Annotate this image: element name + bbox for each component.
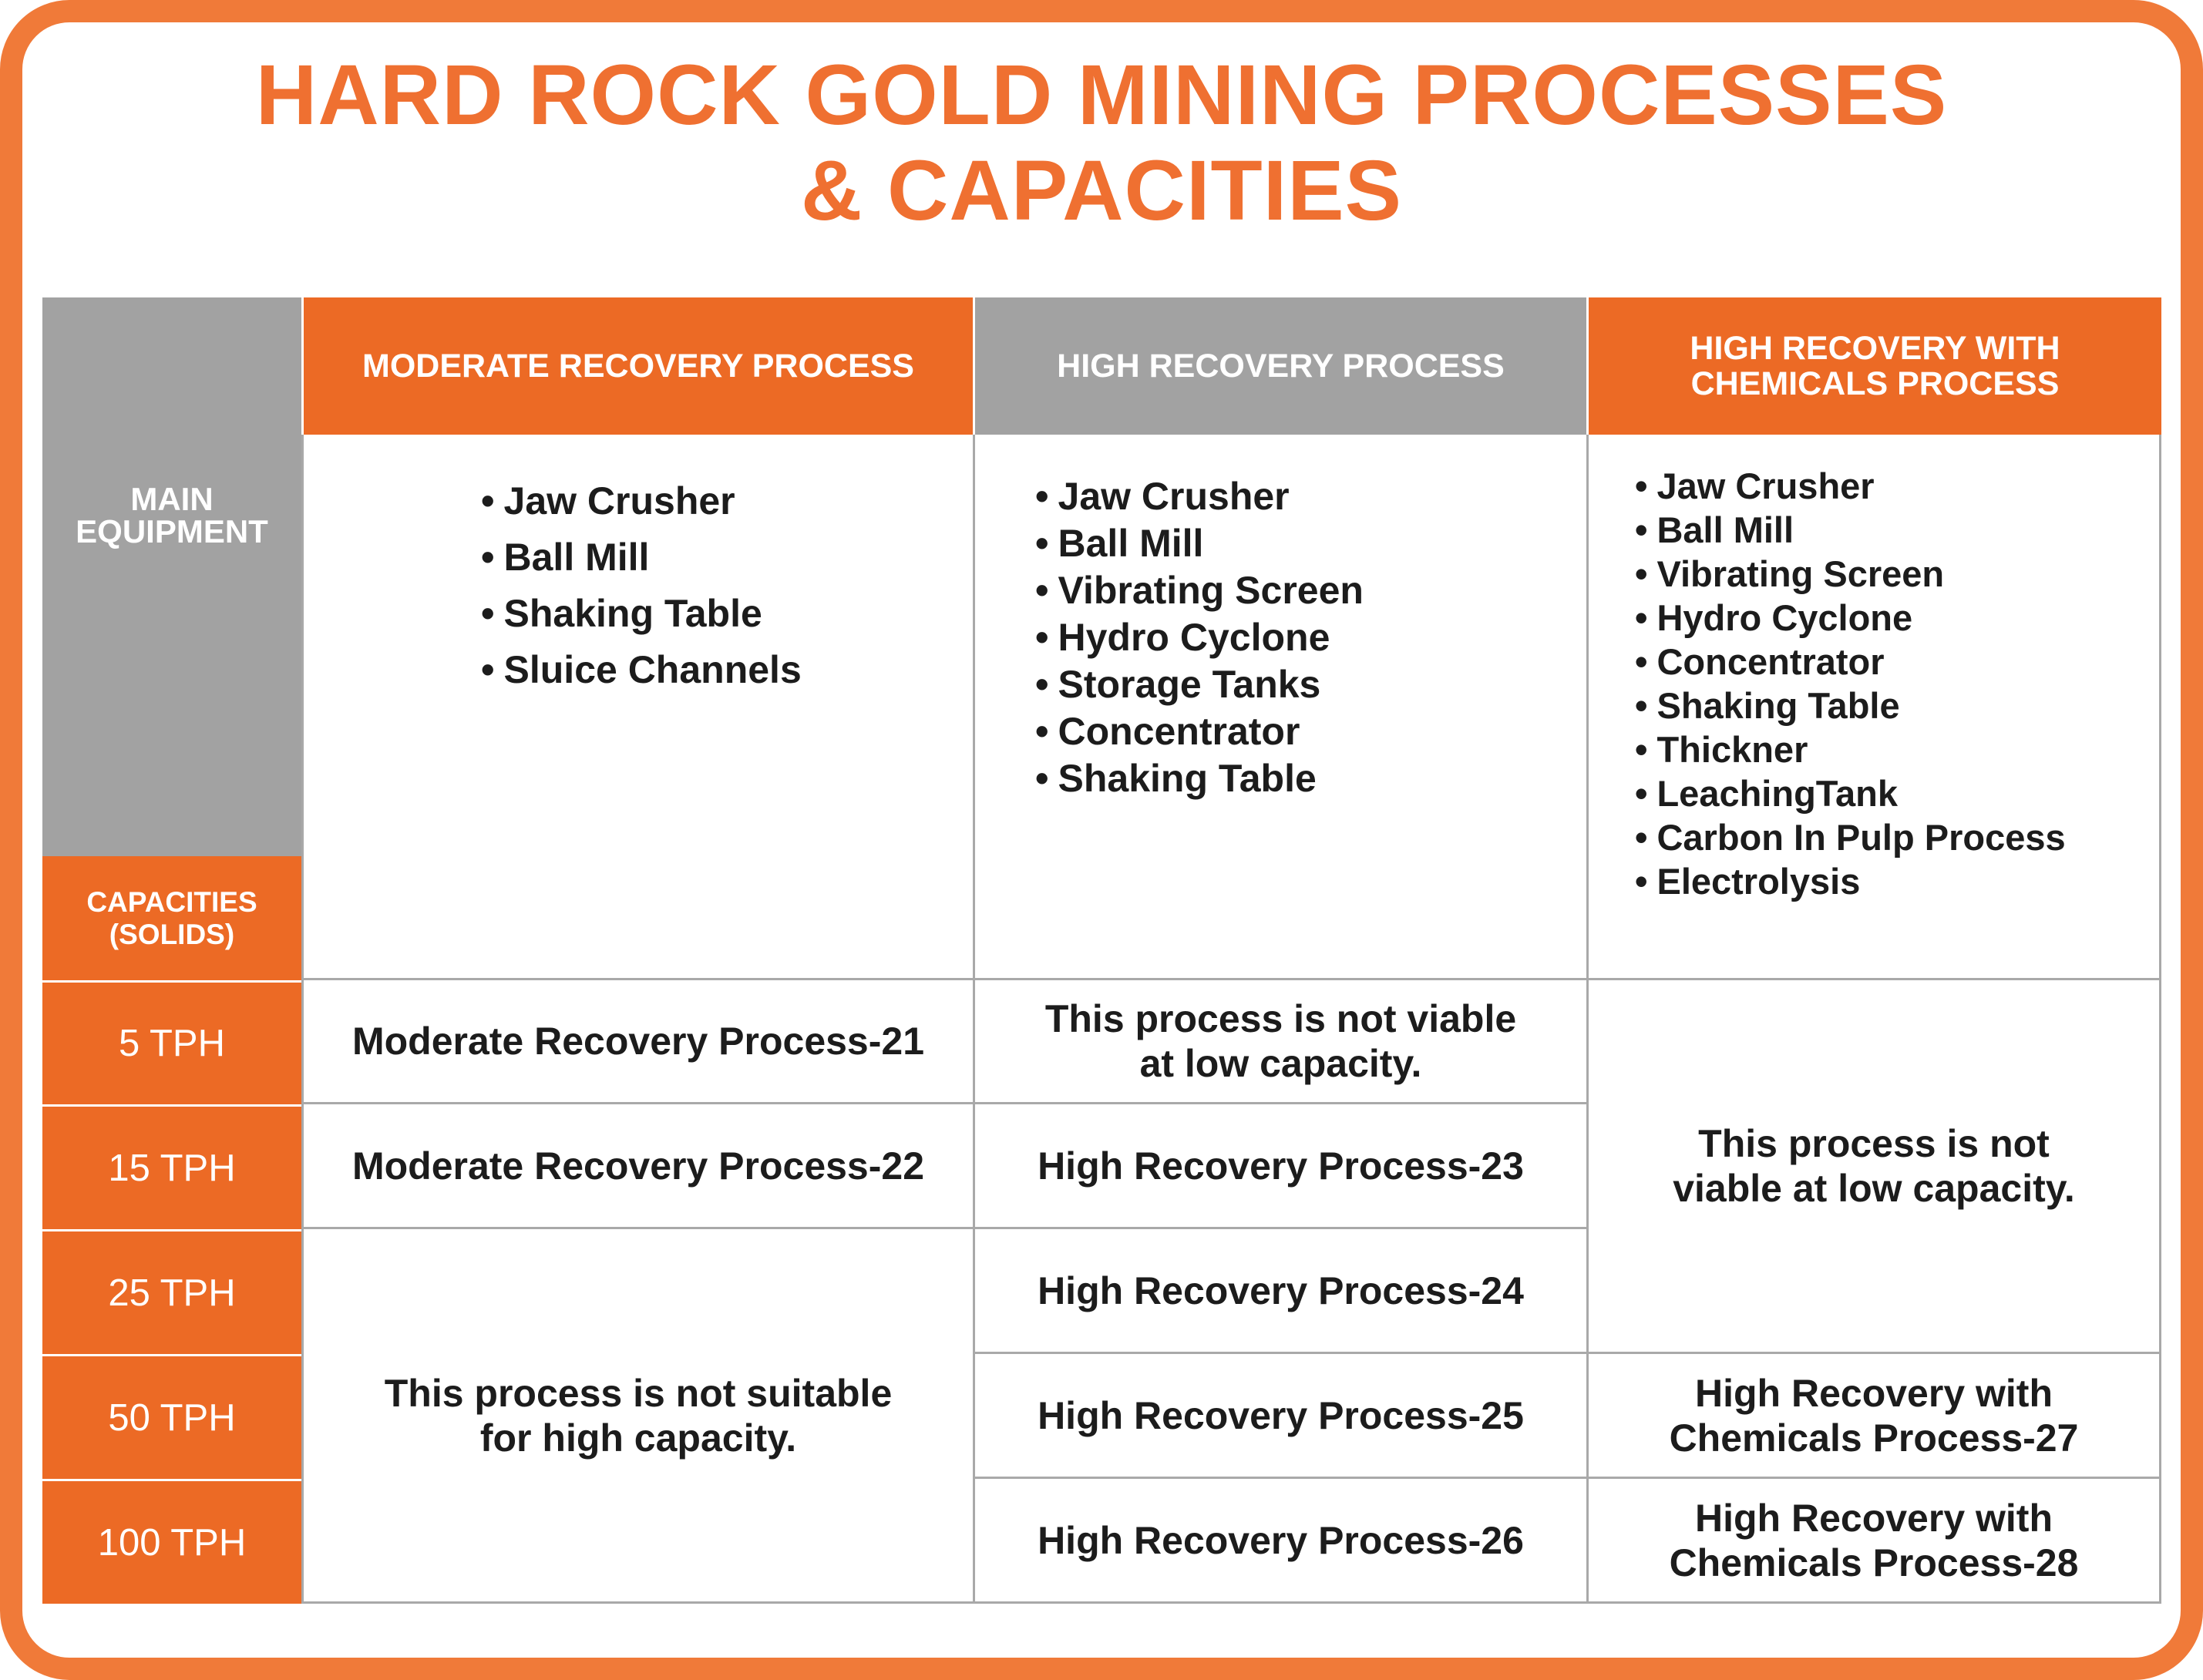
list-item: • Shaking Table xyxy=(1635,684,2066,727)
chemicals-low-capacity-note xyxy=(1586,980,2161,1354)
capacity-label: 5 TPH xyxy=(119,1023,225,1064)
capacity-15-tph xyxy=(42,1104,301,1229)
capacity-label: 15 TPH xyxy=(108,1147,236,1189)
list-item: • Ball Mill xyxy=(1635,508,2066,552)
list-item: • Ball Mill xyxy=(1035,520,1364,567)
note-line-2: for high capacity. xyxy=(479,1416,797,1460)
note-line-1: This process is not suitable xyxy=(384,1371,893,1415)
header-moderate-text: MODERATE RECOVERY PROCESS xyxy=(362,348,914,385)
list-item: • Sluice Channels xyxy=(481,642,802,698)
list-item: • Shaking Table xyxy=(1035,755,1364,802)
equipment-list-chemicals xyxy=(1635,464,2066,903)
process-line-2: Chemicals Process-27 xyxy=(1669,1416,2079,1460)
header-high-recovery xyxy=(973,297,1586,435)
list-item: • Ball Mill xyxy=(481,529,802,586)
list-item: • Concentrator xyxy=(1035,708,1364,755)
process-line-1: High Recovery with xyxy=(1695,1371,2053,1415)
process-line-1: High Recovery with xyxy=(1695,1496,2053,1540)
header-chem-line-1: HIGH RECOVERY WITH xyxy=(1690,330,2060,367)
header-high-recovery-chemicals xyxy=(1586,297,2161,435)
title-line-2: & CAPACITIES xyxy=(800,143,1402,238)
chemicals-50-tph xyxy=(1586,1354,2161,1479)
high-5-tph-note xyxy=(973,980,1586,1104)
equipment-high xyxy=(973,435,1586,980)
capacity-label: 25 TPH xyxy=(108,1272,236,1314)
header-high-text: HIGH RECOVERY PROCESS xyxy=(1057,348,1505,385)
header-chem-line-2: CHEMICALS PROCESS xyxy=(1690,365,2060,402)
high-50-tph xyxy=(973,1354,1586,1479)
capacity-label: 50 TPH xyxy=(108,1396,236,1439)
high-25-tph xyxy=(973,1229,1586,1354)
chemicals-100-tph xyxy=(1586,1479,2161,1604)
capacity-label: 100 TPH xyxy=(97,1521,247,1564)
moderate-high-capacity-note xyxy=(301,1229,973,1604)
main-equipment-label xyxy=(42,297,301,856)
list-item: • LeachingTank xyxy=(1635,771,2066,815)
capacities-text: CAPACITIES xyxy=(86,885,257,918)
note-line-1: This process is not viable xyxy=(1044,997,1517,1040)
capacities-subtext: (SOLIDS) xyxy=(109,918,235,950)
process-label: High Recovery Process-23 xyxy=(1038,1144,1524,1188)
high-100-tph xyxy=(973,1479,1586,1604)
capacity-100-tph xyxy=(42,1479,301,1604)
header-moderate-recovery xyxy=(301,297,973,435)
capacities-label xyxy=(42,856,301,980)
list-item: • Electrolysis xyxy=(1635,859,2066,903)
note-line-1: This process is not xyxy=(1698,1122,2050,1165)
equipment-list-moderate xyxy=(481,473,802,698)
title-line-1: HARD ROCK GOLD MINING PROCESSES xyxy=(255,48,1948,143)
equipment-chemicals xyxy=(1586,435,2161,980)
list-item: • Storage Tanks xyxy=(1035,661,1364,708)
list-item: • Thickner xyxy=(1635,727,2066,771)
list-item: • Jaw Crusher xyxy=(1635,464,2066,508)
process-label: High Recovery Process-26 xyxy=(1038,1518,1524,1562)
main-equipment-text: MAIN EQUIPMENT xyxy=(76,480,268,549)
list-item: • Jaw Crusher xyxy=(481,473,802,529)
list-item: • Hydro Cyclone xyxy=(1635,596,2066,640)
page-title xyxy=(0,48,2203,239)
moderate-15-tph xyxy=(301,1104,973,1229)
list-item: • Carbon In Pulp Process xyxy=(1635,815,2066,859)
process-label: High Recovery Process-24 xyxy=(1038,1268,1524,1312)
list-item: • Shaking Table xyxy=(481,586,802,642)
process-line-2: Chemicals Process-28 xyxy=(1669,1541,2079,1584)
list-item: • Jaw Crusher xyxy=(1035,473,1364,520)
process-label: Moderate Recovery Process-22 xyxy=(351,1144,925,1188)
note-line-2: viable at low capacity. xyxy=(1673,1167,2075,1210)
high-15-tph xyxy=(973,1104,1586,1229)
capacity-50-tph xyxy=(42,1354,301,1479)
capacity-25-tph xyxy=(42,1229,301,1354)
capacity-5-tph xyxy=(42,980,301,1104)
list-item: • Hydro Cyclone xyxy=(1035,614,1364,661)
process-label: Moderate Recovery Process-21 xyxy=(351,1020,925,1063)
note-line-2: at low capacity. xyxy=(1139,1042,1422,1085)
list-item: • Vibrating Screen xyxy=(1035,567,1364,614)
process-table xyxy=(42,297,2161,1607)
process-label: High Recovery Process-25 xyxy=(1038,1393,1524,1437)
moderate-5-tph xyxy=(301,980,973,1104)
equipment-moderate xyxy=(301,435,973,980)
list-item: • Vibrating Screen xyxy=(1635,552,2066,596)
equipment-list-high xyxy=(1035,473,1364,802)
list-item: • Concentrator xyxy=(1635,640,2066,684)
